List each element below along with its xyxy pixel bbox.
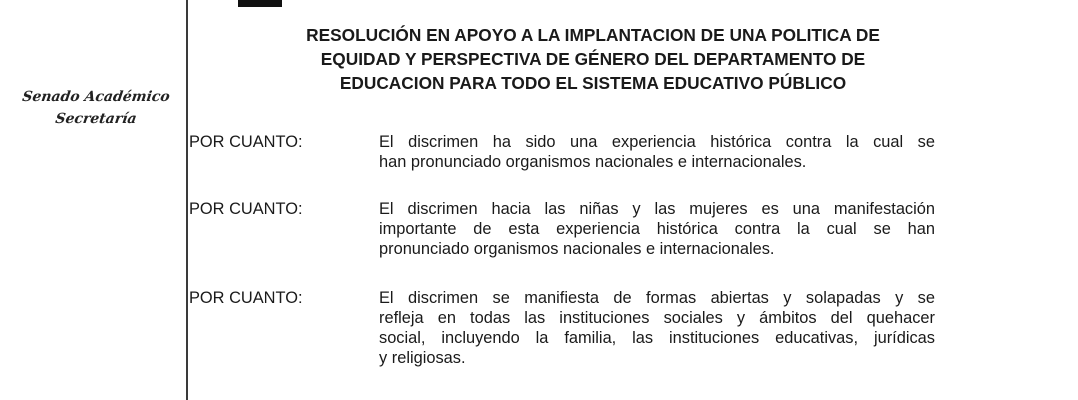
clause-line: y religiosas. xyxy=(379,349,466,367)
clause-line: social, incluyendo la familia, las instituciones educativas, jurídicas xyxy=(379,329,935,347)
letterhead-logo-fragment xyxy=(238,0,282,7)
clause-line: pronunciado organismos nacionales e internacionales. xyxy=(379,240,775,258)
clause-line: refleja en todas las instituciones sociales y ámbitos del quehacer xyxy=(379,309,935,327)
clause-label: POR CUANTO: xyxy=(189,200,303,218)
resolution-title xyxy=(240,23,946,95)
clause-line: El discrimen hacia las niñas y las mujeres es una manifestación xyxy=(379,200,935,218)
clause-label: POR CUANTO: xyxy=(189,133,303,151)
sidebar-senate-label: Senado Académico xyxy=(21,89,171,105)
clause-text xyxy=(379,132,935,172)
title-line: EQUIDAD Y PERSPECTIVA DE GÉNERO DEL DEPARTAMENTO DE xyxy=(320,49,866,69)
clause-label: POR CUANTO: xyxy=(189,289,303,307)
margin-rule xyxy=(186,0,188,400)
clause-text xyxy=(379,288,935,368)
clause-line: importante de esta experiencia histórica contra la cual se han xyxy=(379,220,935,238)
title-line: EDUCACION PARA TODO EL SISTEMA EDUCATIVO PÚBLICO xyxy=(339,73,847,93)
title-line: RESOLUCIÓN EN APOYO A LA IMPLANTACION DE UNA POLITICA DE xyxy=(306,25,880,45)
clause-line: han pronunciado organismos nacionales e internacionales. xyxy=(379,153,807,171)
clause-line: El discrimen ha sido una experiencia histórica contra la cual se xyxy=(379,133,935,151)
sidebar-secretary-label: Secretaría xyxy=(54,111,138,127)
clause-line: El discrimen se manifiesta de formas abiertas y solapadas y se xyxy=(379,289,935,307)
clause-text xyxy=(379,199,935,259)
